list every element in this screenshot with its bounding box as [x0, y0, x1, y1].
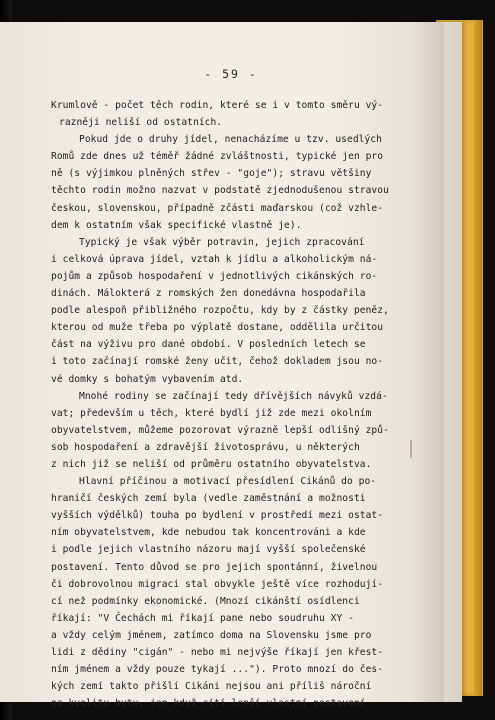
text-line: Romů zde dnes už téměř žádné zvláštnosti, typické jen pro [51, 151, 384, 163]
text-line: Pokud jde o druhy jídel, nenacházíme u tzv. usedlých [79, 134, 382, 146]
text-line: i toto začínají romské ženy učit, čehož dokladem jsou no- [51, 356, 384, 368]
text-line: cí než podmínky ekonomické. (Mnozí cikánští osídlenci [51, 595, 360, 607]
text-line: z nich již se neliší od průměru ostatního obyvatelstva. [51, 458, 372, 470]
text-line: hraničí českých zemí byla (vedle zaměstnání a možnosti [51, 493, 366, 505]
text-line: ním obyvatelstvem, kde nebudou tak koncentrováni a kde [51, 527, 366, 539]
text-line: vyšších výdělků) touha po bydlení v prostředí mezi ostat- [51, 510, 384, 522]
text-line: těchto rodin možno nazvat v podstatě zjednodušenou stravou [51, 185, 389, 197]
page-number: - 59 - [204, 67, 258, 81]
body-text [51, 97, 416, 712]
text-line: ním jménem a vždy pouze tykají ..."). Proto mnozí do čes- [51, 664, 384, 676]
text-line: obyvatelstvem, můžeme pozorovat výrazně lepší odlišný způ- [51, 424, 389, 436]
text-line: Mnohé rodiny se začínají tedy dřívějších návyků vzdá- [79, 390, 388, 402]
text-line: říkají: "V Čechách mi říkají pane nebo soudruhu XY - [51, 612, 354, 624]
book-page [0, 22, 462, 710]
book-cover-spine [474, 20, 482, 696]
margin-mark [410, 440, 412, 458]
text-line: kých zemí takto přišlí Cikáni nejsou ani příliš nároční [51, 681, 372, 693]
text-line: Hlavní příčinou a motivací přesídlení Cikánů do po- [79, 476, 377, 488]
text-line: ně (s výjimkou plněných střev - "goje"); stravu většiny [51, 168, 372, 180]
text-line: kterou od muže třeba po výplatě dostane, oddělila určitou [51, 322, 384, 334]
text-line: dinách. Málokterá z romských žen donedávna hospodařila [51, 288, 366, 300]
text-line: vat; především u těch, které bydlí již zde mezi okolním [51, 407, 372, 419]
text-line: razněji neliší od ostatních. [59, 117, 223, 129]
text-line: sob hospodaření a zdravější životosprávu, u některých [51, 441, 360, 453]
text-line: část na výživu pro dané období. V posledních letech se [51, 339, 366, 351]
text-line: Typický je však výběr potravin, jejich zpracování [79, 236, 365, 248]
page-fold-shadow [410, 22, 444, 702]
text-line: Krumlově - počet těch rodin, které se i v tomto směru vý- [51, 100, 384, 111]
text-line: dem k ostatním však specifické vlastně je). [51, 219, 302, 231]
text-line: i podle jejich vlastního názoru mají vyšší společenské [51, 544, 366, 556]
text-line: i celková úprava jídel, vztah k jídlu a alkoholickým ná- [51, 253, 378, 265]
text-line: na kvalitu bytu, jen když cítí lepší vlastní postavení [51, 698, 366, 710]
text-line: vé domky s bohatým vybavením atd. [51, 373, 244, 385]
text-line: českou, slovenskou, případně zčásti maďarskou (což vzhle- [51, 202, 384, 214]
text-line: pojům a způsob hospodaření v jednotlivých cikánských ro- [51, 270, 378, 282]
text-line: postavení. Tento důvod se pro jejich spontánní, živelnou [51, 561, 378, 573]
text-line: a vždy celým jménem, zatímco doma na Slovensku jsme pro [51, 629, 372, 641]
text-line: či dobrovolnou migraci stal obvykle ještě více rozhodují- [51, 578, 384, 590]
text-line: lidi z dědiny "cigán" - nebo mi nejvýše říkají jen křest- [51, 647, 384, 658]
text-line: podle alespoň přibližného rozpočtu, kdy by z částky peněz, [51, 305, 389, 317]
